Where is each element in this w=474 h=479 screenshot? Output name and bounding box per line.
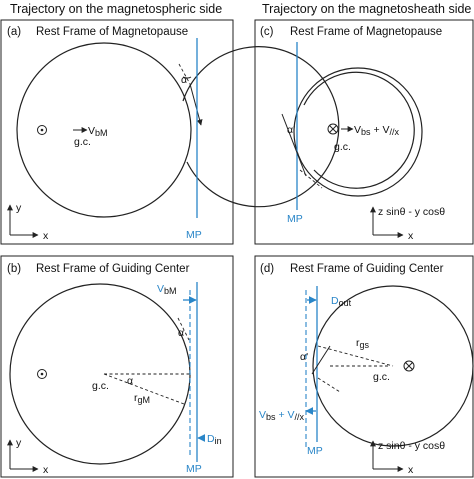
panel-d-alpha-label: α' [300, 351, 309, 363]
panel-d-gc-label: g.c. [373, 371, 390, 383]
panel-b-title: Rest Frame of Guiding Center [36, 263, 190, 275]
panel-a-mp-label: MP [186, 229, 202, 241]
panel-d-alpha-guide [318, 378, 340, 392]
panel-a-velocity-label: VbM [88, 125, 108, 138]
panel-d-x-label: x [408, 464, 414, 476]
panel-d-velocity-label: Vbs + V//x [259, 409, 305, 422]
panel-b-tag: (b) [7, 263, 22, 275]
panel-d-tag: (d) [260, 263, 275, 275]
panel-c-velocity-label: Vbs + V//x [354, 124, 400, 137]
panel-a-x-label: x [43, 230, 49, 242]
panel-a-alpha-label: α [181, 74, 188, 86]
panel-d [255, 256, 473, 477]
panel-b-alpha2-label: α [127, 375, 134, 387]
panel-b-radius-label: rgM [134, 392, 151, 405]
panel-a-orbit-arrow [190, 84, 201, 125]
panel-c-mp-label: MP [287, 213, 303, 225]
panel-a-y-label: y [16, 202, 22, 214]
panel-c [255, 20, 473, 244]
panel-a-tag: (a) [7, 26, 22, 38]
panel-c-title: Rest Frame of Magnetopause [290, 26, 443, 38]
panel-c-axis-formula: z sinθ - y cosθ [378, 206, 446, 218]
panel-d-axis-formula: z sinθ - y cosθ [378, 440, 446, 452]
panel-c-x-label: x [408, 230, 414, 242]
panel-d-dout-label: Dout [331, 295, 352, 308]
right-column-title: Trajectory on the magnetosheath side [262, 2, 472, 16]
panel-b-velocity-label: VbM [157, 283, 177, 296]
panel-b-alpha-label: α [178, 327, 185, 339]
panel-a-out-of-page-dot [41, 129, 44, 132]
panel-b-y-label: y [16, 437, 22, 449]
panel-b-din-label: Din [207, 433, 222, 446]
panel-c-tag: (c) [260, 26, 274, 38]
panel-b-x-label: x [43, 464, 49, 476]
panel-a-gc-label: g.c. [74, 136, 91, 148]
panel-c-alpha-label: α' [287, 124, 296, 136]
panel-b-mp-label: MP [186, 463, 202, 475]
left-column-title: Trajectory on the magnetospheric side [10, 2, 223, 16]
panel-a-frame [1, 20, 233, 244]
panel-b-gc-label: g.c. [92, 380, 109, 392]
panel-b-frame [1, 256, 233, 477]
panel-b-out-of-page-dot [41, 373, 44, 376]
panel-b [1, 256, 233, 477]
panel-d-title: Rest Frame of Guiding Center [290, 263, 444, 275]
panel-a-title: Rest Frame of Magnetopause [36, 26, 189, 38]
panel-d-radius-label: rgs [356, 337, 370, 350]
panel-a-orbit-inner [183, 47, 339, 207]
panel-c-gc-label: g.c. [334, 141, 351, 153]
panel-d-radius [318, 346, 393, 366]
panel-d-mp-label: MP [307, 445, 323, 457]
